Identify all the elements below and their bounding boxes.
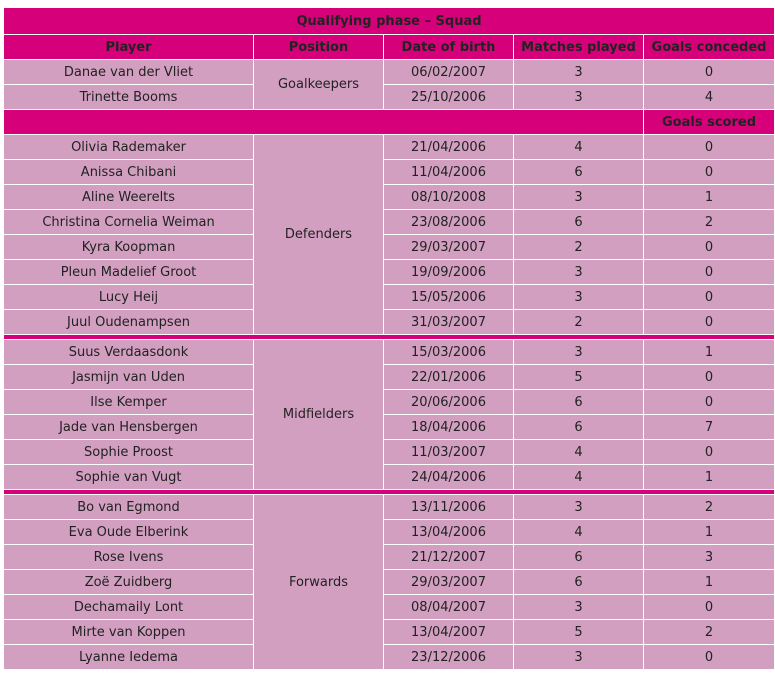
matches-played: 3 — [514, 60, 644, 85]
player-name: Bo van Egmond — [4, 495, 254, 520]
goals-scored: 1 — [644, 465, 775, 490]
header-date-of-birth: Date of birth — [384, 35, 514, 60]
player-name: Lyanne Iedema — [4, 645, 254, 670]
goals-scored: 7 — [644, 415, 775, 440]
matches-played: 3 — [514, 595, 644, 620]
matches-played: 2 — [514, 310, 644, 335]
table-row — [4, 135, 775, 160]
player-name: Sophie van Vugt — [4, 465, 254, 490]
table-row — [4, 185, 775, 210]
date-of-birth: 18/04/2006 — [384, 415, 514, 440]
squad-table — [3, 7, 775, 670]
goals-scored: 0 — [644, 260, 775, 285]
table-row — [4, 260, 775, 285]
player-name: Aline Weerelts — [4, 185, 254, 210]
position-cell: Goalkeepers — [254, 60, 384, 110]
date-of-birth: 19/09/2006 — [384, 260, 514, 285]
goals-scored: 0 — [644, 310, 775, 335]
table-row — [4, 495, 775, 520]
header-position: Position — [254, 35, 384, 60]
date-of-birth: 20/06/2006 — [384, 390, 514, 415]
matches-played: 5 — [514, 620, 644, 645]
player-name: Kyra Koopman — [4, 235, 254, 260]
goals-scored: 0 — [644, 440, 775, 465]
goals-conceded: 0 — [644, 60, 775, 85]
date-of-birth: 23/08/2006 — [384, 210, 514, 235]
table-row — [4, 310, 775, 335]
goals-conceded: 4 — [644, 85, 775, 110]
player-name: Eva Oude Elberink — [4, 520, 254, 545]
matches-played: 4 — [514, 520, 644, 545]
table-row — [4, 340, 775, 365]
date-of-birth: 13/11/2006 — [384, 495, 514, 520]
subheader-blank — [4, 110, 644, 135]
player-name: Jasmijn van Uden — [4, 365, 254, 390]
matches-played: 6 — [514, 160, 644, 185]
goals-scored: 0 — [644, 390, 775, 415]
goals-scored: 3 — [644, 545, 775, 570]
date-of-birth: 08/04/2007 — [384, 595, 514, 620]
player-name: Ilse Kemper — [4, 390, 254, 415]
matches-played: 3 — [514, 340, 644, 365]
header-goals-conceded: Goals conceded — [644, 35, 775, 60]
matches-played: 6 — [514, 210, 644, 235]
player-name: Lucy Heij — [4, 285, 254, 310]
table-row — [4, 440, 775, 465]
goals-scored: 2 — [644, 210, 775, 235]
goals-scored: 2 — [644, 495, 775, 520]
date-of-birth: 22/01/2006 — [384, 365, 514, 390]
matches-played: 4 — [514, 440, 644, 465]
header-player: Player — [4, 35, 254, 60]
player-name: Anissa Chibani — [4, 160, 254, 185]
date-of-birth: 13/04/2006 — [384, 520, 514, 545]
table-row — [4, 520, 775, 545]
date-of-birth: 24/04/2006 — [384, 465, 514, 490]
table-row — [4, 210, 775, 235]
matches-played: 4 — [514, 465, 644, 490]
goals-scored: 0 — [644, 235, 775, 260]
table-row — [4, 620, 775, 645]
date-of-birth: 25/10/2006 — [384, 85, 514, 110]
date-of-birth: 11/03/2007 — [384, 440, 514, 465]
date-of-birth: 29/03/2007 — [384, 235, 514, 260]
player-name: Mirte van Koppen — [4, 620, 254, 645]
goals-scored: 0 — [644, 160, 775, 185]
table-row — [4, 365, 775, 390]
player-name: Suus Verdaasdonk — [4, 340, 254, 365]
table-row — [4, 160, 775, 185]
matches-played: 6 — [514, 390, 644, 415]
date-of-birth: 15/03/2006 — [384, 340, 514, 365]
date-of-birth: 21/12/2007 — [384, 545, 514, 570]
player-name: Zoë Zuidberg — [4, 570, 254, 595]
matches-played: 6 — [514, 570, 644, 595]
date-of-birth: 08/10/2008 — [384, 185, 514, 210]
goals-scored: 0 — [644, 135, 775, 160]
table-row — [4, 645, 775, 670]
matches-played: 2 — [514, 235, 644, 260]
date-of-birth: 29/03/2007 — [384, 570, 514, 595]
player-name: Rose Ivens — [4, 545, 254, 570]
matches-played: 4 — [514, 135, 644, 160]
table-row — [4, 285, 775, 310]
matches-played: 3 — [514, 85, 644, 110]
table-title: Qualifying phase – Squad — [4, 8, 775, 35]
date-of-birth: 21/04/2006 — [384, 135, 514, 160]
table-row — [4, 570, 775, 595]
position-cell: Midfielders — [254, 340, 384, 490]
player-name: Danae van der Vliet — [4, 60, 254, 85]
table-row — [4, 595, 775, 620]
table-row — [4, 465, 775, 490]
table-row — [4, 545, 775, 570]
matches-played: 3 — [514, 645, 644, 670]
goals-scored: 1 — [644, 185, 775, 210]
header-matches-played: Matches played — [514, 35, 644, 60]
goals-scored: 1 — [644, 340, 775, 365]
table-row — [4, 60, 775, 85]
table-row — [4, 235, 775, 260]
table-row — [4, 390, 775, 415]
matches-played: 6 — [514, 415, 644, 440]
matches-played: 3 — [514, 285, 644, 310]
date-of-birth: 31/03/2007 — [384, 310, 514, 335]
player-name: Jade van Hensbergen — [4, 415, 254, 440]
matches-played: 5 — [514, 365, 644, 390]
player-name: Pleun Madelief Groot — [4, 260, 254, 285]
matches-played: 6 — [514, 545, 644, 570]
matches-played: 3 — [514, 260, 644, 285]
goals-scored: 0 — [644, 645, 775, 670]
player-name: Sophie Proost — [4, 440, 254, 465]
player-name: Juul Oudenampsen — [4, 310, 254, 335]
player-name: Olivia Rademaker — [4, 135, 254, 160]
matches-played: 3 — [514, 185, 644, 210]
table-row — [4, 85, 775, 110]
goals-scored: 1 — [644, 570, 775, 595]
goals-scored: 2 — [644, 620, 775, 645]
position-cell: Forwards — [254, 495, 384, 670]
date-of-birth: 13/04/2007 — [384, 620, 514, 645]
goals-scored: 0 — [644, 285, 775, 310]
date-of-birth: 15/05/2006 — [384, 285, 514, 310]
goals-scored: 0 — [644, 365, 775, 390]
goals-scored-subheader-row — [4, 110, 775, 135]
matches-played: 3 — [514, 495, 644, 520]
header-goals-scored: Goals scored — [644, 110, 775, 135]
player-name: Trinette Booms — [4, 85, 254, 110]
position-cell: Defenders — [254, 135, 384, 335]
player-name: Christina Cornelia Weiman — [4, 210, 254, 235]
date-of-birth: 23/12/2006 — [384, 645, 514, 670]
date-of-birth: 11/04/2006 — [384, 160, 514, 185]
date-of-birth: 06/02/2007 — [384, 60, 514, 85]
player-name: Dechamaily Lont — [4, 595, 254, 620]
goals-scored: 0 — [644, 595, 775, 620]
table-row — [4, 415, 775, 440]
goals-scored: 1 — [644, 520, 775, 545]
